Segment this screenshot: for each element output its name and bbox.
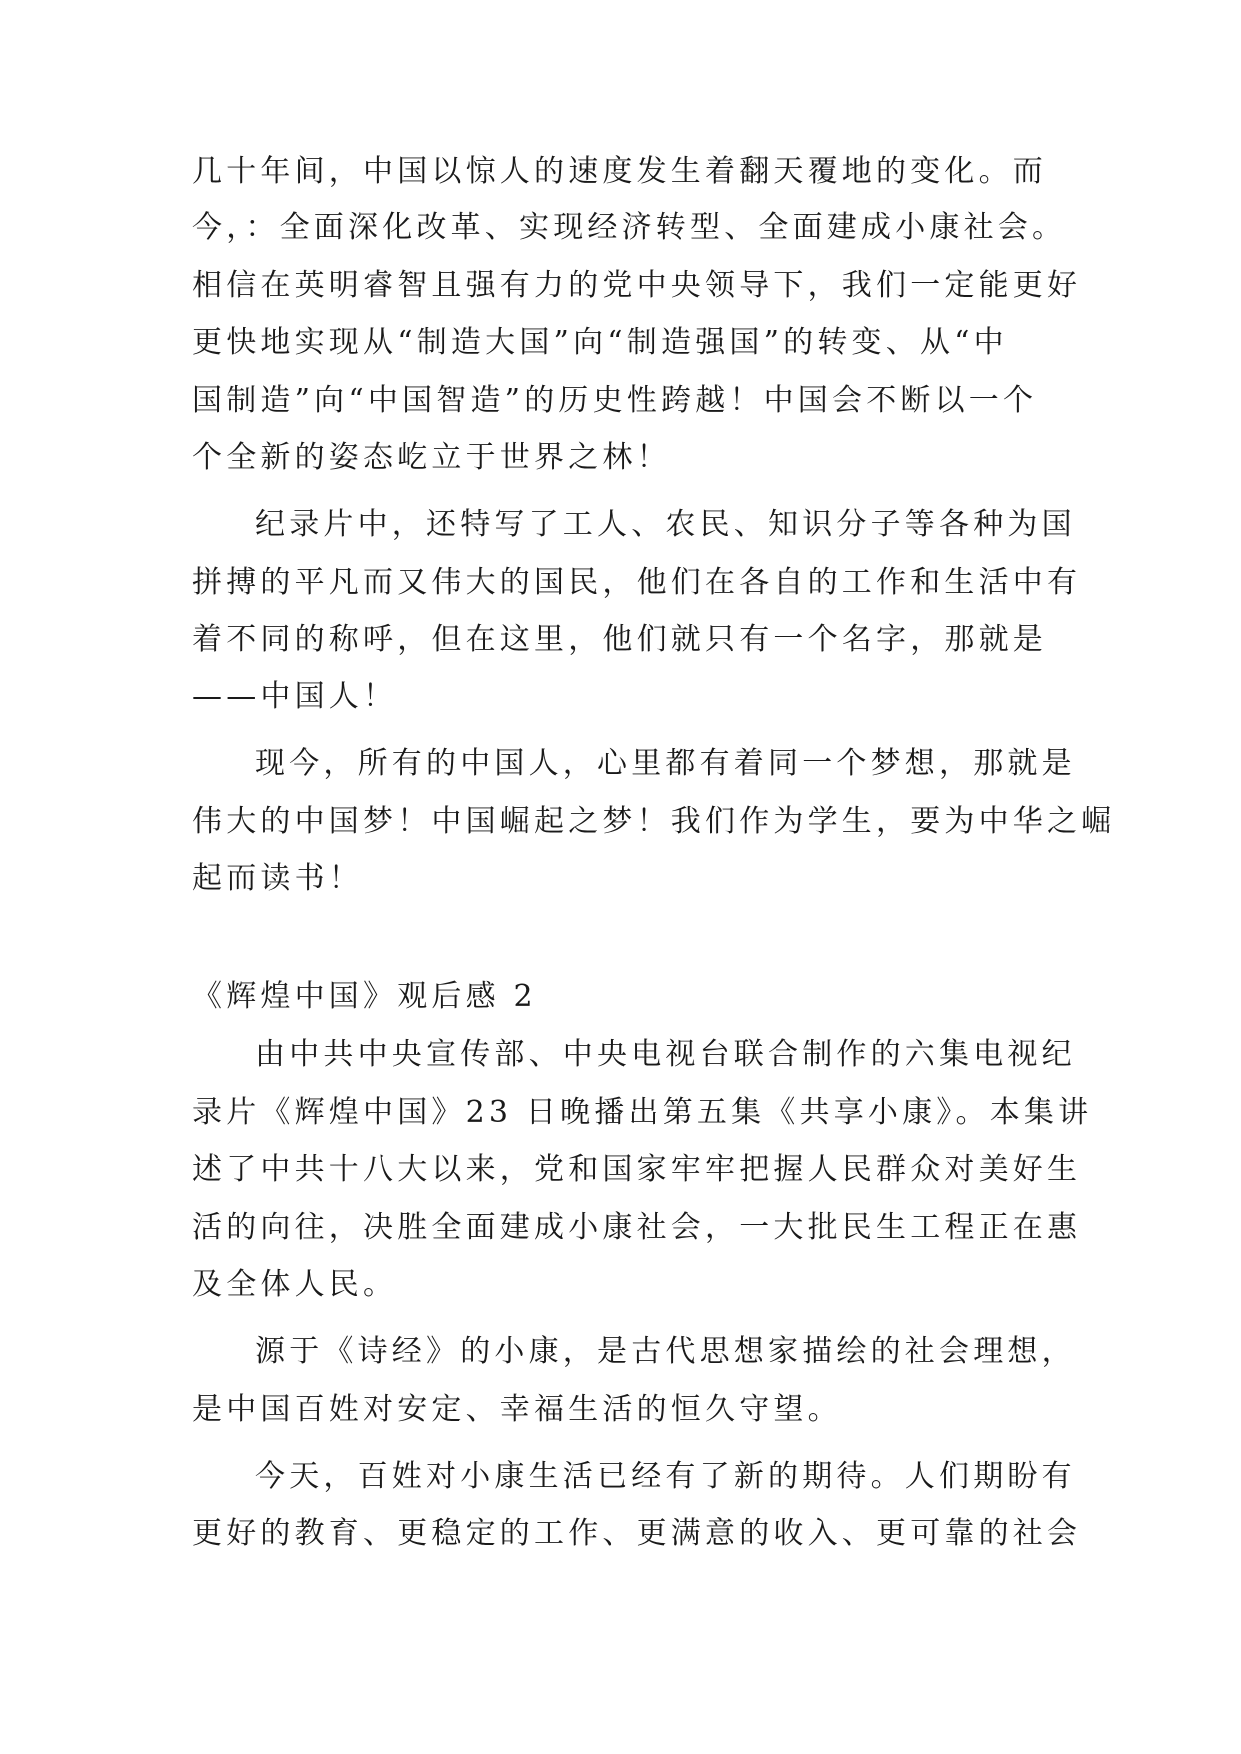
paragraph-line: 几十年间，中国以惊人的速度发生着翻天覆地的变化。而 <box>192 154 1047 189</box>
paragraph-line: 活的向往，决胜全面建成小康社会，一大批民生工程正在惠 <box>192 1210 1082 1245</box>
paragraph-line: 着不同的称呼，但在这里，他们就只有一个名字，那就是 <box>192 622 1047 657</box>
paragraph-line: 更快地实现从“制造大国”向“制造强国”的转变、从“中 <box>192 325 1008 360</box>
paragraph-line: 相信在英明睿智且强有力的党中央领导下，我们一定能更好 <box>192 268 1082 303</box>
paragraph-line: ——中国人！ <box>192 679 398 714</box>
paragraph-line: 更好的教育、更稳定的工作、更满意的收入、更可靠的社会 <box>192 1516 1082 1551</box>
paragraph-line: 录片《辉煌中国》23 日晚播出第五集《共享小康》。本集讲 <box>192 1095 1093 1130</box>
paragraph-line: 今天，百姓对小康生活已经有了新的期待。人们期盼有 <box>255 1459 1076 1494</box>
paragraph-line: 今，：全面深化改革、实现经济转型、全面建成小康社会。 <box>192 210 1067 245</box>
paragraph-line: 个全新的姿态屹立于世界之林！ <box>192 440 671 475</box>
paragraph-line: 现今，所有的中国人，心里都有着同一个梦想，那就是 <box>255 746 1076 781</box>
section-title: 《辉煌中国》观后感 2 <box>192 979 537 1014</box>
paragraph-line: 述了中共十八大以来，党和国家牢牢把握人民群众对美好生 <box>192 1152 1082 1187</box>
paragraph-line: 伟大的中国梦！中国崛起之梦！我们作为学生，要为中华之崛 <box>192 804 1116 839</box>
paragraph-line: 国制造”向“中国智造”的历史性跨越！中国会不断以一个 <box>192 383 1038 418</box>
paragraph-line: 拼搏的平凡而又伟大的国民，他们在各自的工作和生活中有 <box>192 565 1082 600</box>
paragraph-line: 及全体人民。 <box>192 1267 398 1302</box>
paragraph-line: 源于《诗经》的小康，是古代思想家描绘的社会理想， <box>255 1334 1076 1369</box>
paragraph-line: 纪录片中，还特写了工人、农民、知识分子等各种为国 <box>255 507 1076 542</box>
paragraph-line: 由中共中央宣传部、中央电视台联合制作的六集电视纪 <box>255 1037 1076 1072</box>
paragraph-line: 起而读书！ <box>192 861 363 896</box>
paragraph-line: 是中国百姓对安定、幸福生活的恒久守望。 <box>192 1392 842 1427</box>
